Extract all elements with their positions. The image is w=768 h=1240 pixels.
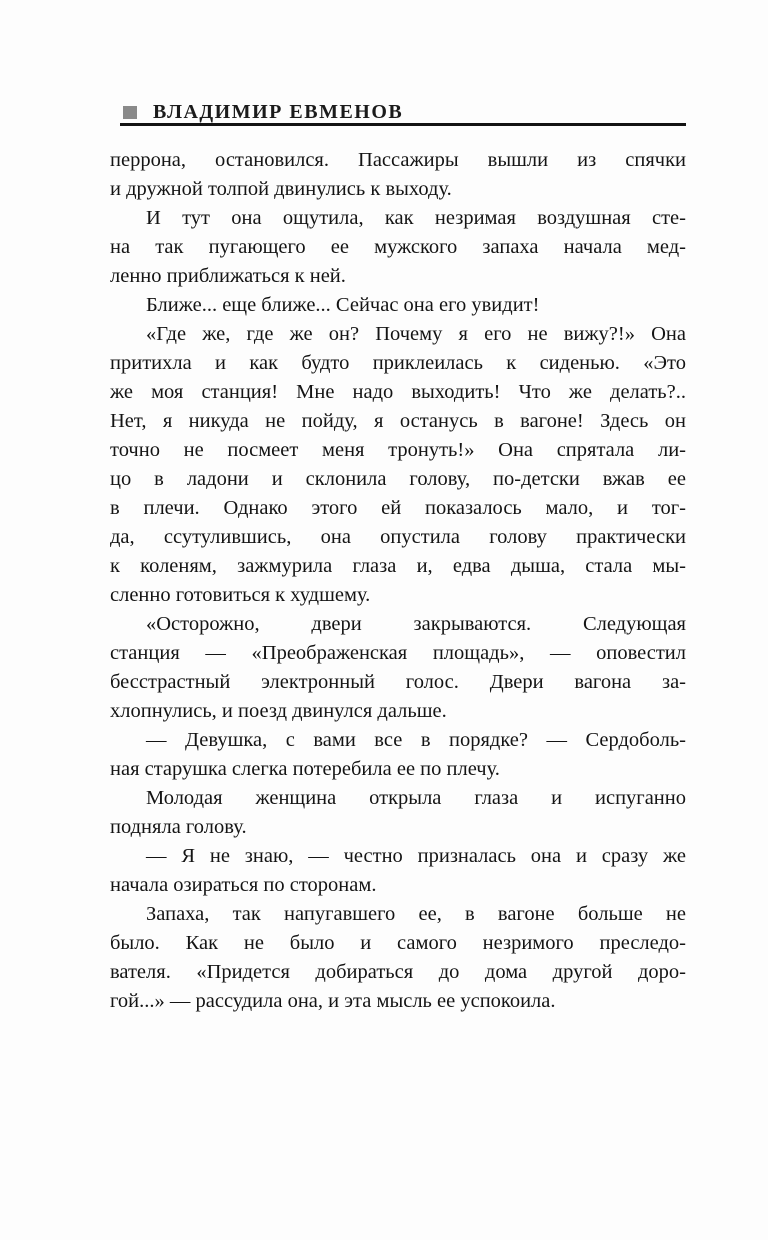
text-line: в плечи. Однако этого ей показалось мало, и тог- — [110, 497, 686, 519]
body-text — [110, 146, 686, 1016]
text-line: Нет, я никуда не пойду, я останусь в вагоне! Здесь он — [110, 410, 686, 432]
text-line: «Осторожно, двери закрываются. Следующая — [146, 613, 686, 635]
text-line: Молодая женщина открыла глаза и испуганно — [146, 787, 686, 809]
text-line: ленно приближаться к ней. — [110, 265, 346, 287]
text-line: цо в ладони и склонила голову, по-детски вжав ее — [110, 468, 686, 490]
section-marker-square — [123, 106, 137, 119]
text-line: «Где же, где же он? Почему я его не вижу?!» Она — [146, 323, 686, 345]
text-line: точно не посмеет меня тронуть!» Она спрятала ли- — [110, 439, 686, 461]
text-line: было. Как не было и самого незримого преследо- — [110, 932, 686, 954]
text-line: на так пугающего ее мужского запаха начала мед- — [110, 236, 686, 258]
running-head-author: ВЛАДИМИР ЕВМЕНОВ — [153, 101, 404, 123]
text-line: хлопнулись, и поезд двинулся дальше. — [110, 700, 447, 722]
text-line: перрона, остановился. Пассажиры вышли из спячки — [110, 149, 686, 171]
text-line: сленно готовиться к худшему. — [110, 584, 371, 606]
text-line: начала озираться по сторонам. — [110, 874, 377, 896]
text-line: — Я не знаю, — честно призналась она и сразу же — [146, 845, 686, 867]
page-header — [110, 100, 686, 124]
text-line: — Девушка, с вами все в порядке? — Сердоболь- — [146, 729, 686, 751]
text-line: и дружной толпой двинулись к выходу. — [110, 178, 452, 200]
text-line: И тут она ощутила, как незримая воздушная сте- — [146, 207, 686, 229]
text-line: вателя. «Придется добираться до дома другой доро- — [110, 961, 686, 983]
text-line: Запаха, так напугавшего ее, в вагоне больше не — [146, 903, 686, 925]
text-line: к коленям, зажмурила глаза и, едва дыша, стала мы- — [110, 555, 686, 577]
text-line: притихла и как будто приклеилась к сиденью. «Это — [110, 352, 686, 374]
text-line: бесстрастный электронный голос. Двери вагона за- — [110, 671, 686, 693]
header-rule — [120, 123, 686, 126]
text-line: Ближе... еще ближе... Сейчас она его увидит! — [146, 294, 540, 316]
text-line: гой...» — рассудила она, и эта мысль ее успокоила. — [110, 990, 556, 1012]
text-line: ная старушка слегка потеребила ее по плечу. — [110, 758, 500, 780]
text-line: станция — «Преображенская площадь», — оповестил — [110, 642, 686, 664]
text-line: же моя станция! Мне надо выходить! Что же делать?.. — [110, 381, 686, 403]
text-line: подняла голову. — [110, 816, 247, 838]
text-line: да, ссутулившись, она опустила голову практически — [110, 526, 686, 548]
